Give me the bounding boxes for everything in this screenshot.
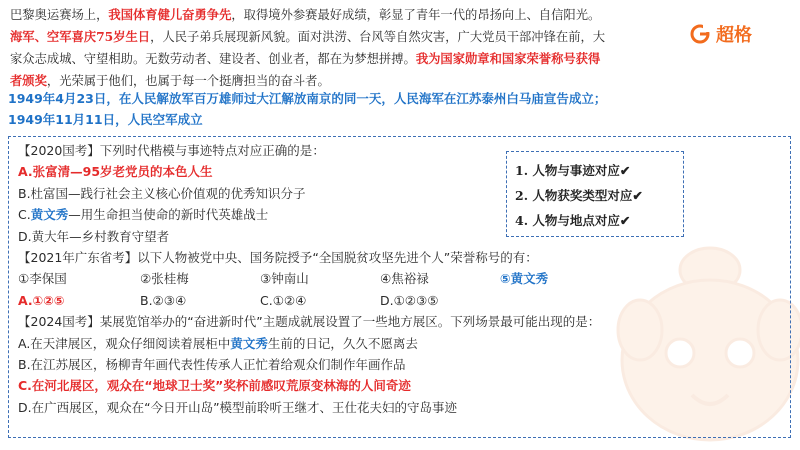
intro-line-2 (10, 26, 690, 48)
q2-option-d: D.①②③⑤ (380, 292, 439, 308)
intro-highlight: 者颁奖 (10, 73, 47, 88)
q2-person-1: ①李保国 (18, 271, 67, 287)
q3-option-a-name: 黄文秀 (230, 335, 268, 351)
q2-person-3: ③钟南山 (260, 271, 309, 287)
q2-option-c: C.①②④ (260, 292, 307, 308)
q1-option-d: D.黄大年—乡村教育守望者 (18, 228, 170, 244)
q1-option-c-name: 黄文秀 (30, 207, 69, 223)
q2-person-4: ④焦裕禄 (380, 271, 429, 287)
intro-text: 巴黎奥运赛场上， (10, 8, 109, 22)
q3-stem: 【2024国考】某展览馆举办的“奋进新时代”主题成就展设置了一些地方展区。下列场景最可能出现的是： (18, 314, 601, 330)
q2-stem: 【2021年广东省考】以下人物被党中央、国务院授予“全国脱贫攻坚先进个人”荣誉称号的有： (18, 249, 538, 265)
fact-navy: 1949年4月23日，在人民解放军百万雄师过大江解放南京的同一天，人民海军在江苏泰州白马庙宣告成立； (8, 91, 607, 106)
hint-item: 1. 人物与事迹对应✔ (515, 163, 631, 178)
q2-people-row (18, 268, 668, 289)
brand-logo-text: 超格 (716, 25, 752, 46)
q1-option-a: A.张富清—95岁老党员的本色人生 (18, 164, 213, 180)
intro-text: 家众志成城、守望相助。无数劳动者、建设者、创业者，都在为梦想拼搏。 (10, 52, 416, 66)
intro-highlight: 我为国家勋章和国家荣誉称号获得 (415, 51, 601, 66)
q1-option-b: B.杜富国—践行社会主义核心价值观的优秀知识分子 (18, 185, 306, 201)
q3-option-c: C.在河北展区，观众在“地球卫士奖”奖杯前感叹荒原变林海的人间奇迹 (18, 378, 411, 394)
history-facts (8, 88, 648, 130)
q3-option-a (18, 333, 668, 354)
q3-option-a-rest: 生前的日记，久久不愿离去 (267, 335, 418, 351)
intro-text: ，光荣属于他们，也属于每一个挺膺担当的奋斗者。 (46, 74, 330, 88)
intro-text: ，人民子弟兵展现新风貌。面对洪涝、台风等自然灾害，广大党员干部冲锋在前，大 (150, 30, 606, 44)
q2-person-5: ⑤黄文秀 (500, 271, 549, 287)
brand-logo (689, 21, 752, 47)
q2-option-a: A.①②⑤ (18, 292, 65, 308)
hints-box (506, 151, 684, 237)
q2-person-2: ②张桂梅 (140, 271, 189, 287)
intro-paragraph (10, 4, 690, 92)
q1-stem: 【2020国考】下列时代楷模与事迹特点对应正确的是： (18, 143, 325, 158)
q2-answers-row (18, 290, 668, 311)
q2-option-b: B.②③④ (140, 292, 187, 308)
q3-option-b: B.在江苏展区，杨柳青年画代表性传承人正忙着给观众们制作年画作品 (18, 356, 406, 372)
intro-highlight: 海军、空军喜庆75岁生日 (10, 29, 151, 44)
q3-option-d: D.在广西展区，观众在“今日开山岛”模型前聆听王继才、王仕花夫妇的守岛事迹 (18, 399, 458, 415)
brand-logo-icon (689, 23, 711, 45)
intro-line-3 (10, 48, 690, 70)
hint-item: 4. 人物与地点对应✔ (515, 213, 631, 228)
fact-airforce: 1949年11月11日，人民空军成立 (8, 112, 203, 127)
q1-option-c-prefix: C. (18, 207, 31, 223)
q3-option-a-prefix: A.在天津展区，观众仔细阅读着展柜中 (18, 335, 231, 351)
intro-text: ，取得境外参赛最好成绩，彰显了青年一代的昂扬向上、自信阳光。 (231, 8, 601, 22)
hint-item: 2. 人物获奖类型对应✔ (515, 188, 643, 203)
intro-highlight: 我国体育健儿奋勇争先 (108, 7, 232, 22)
q1-option-c-rest: —用生命担当使命的新时代英雄战士 (68, 207, 269, 223)
intro-line-1 (10, 4, 690, 26)
